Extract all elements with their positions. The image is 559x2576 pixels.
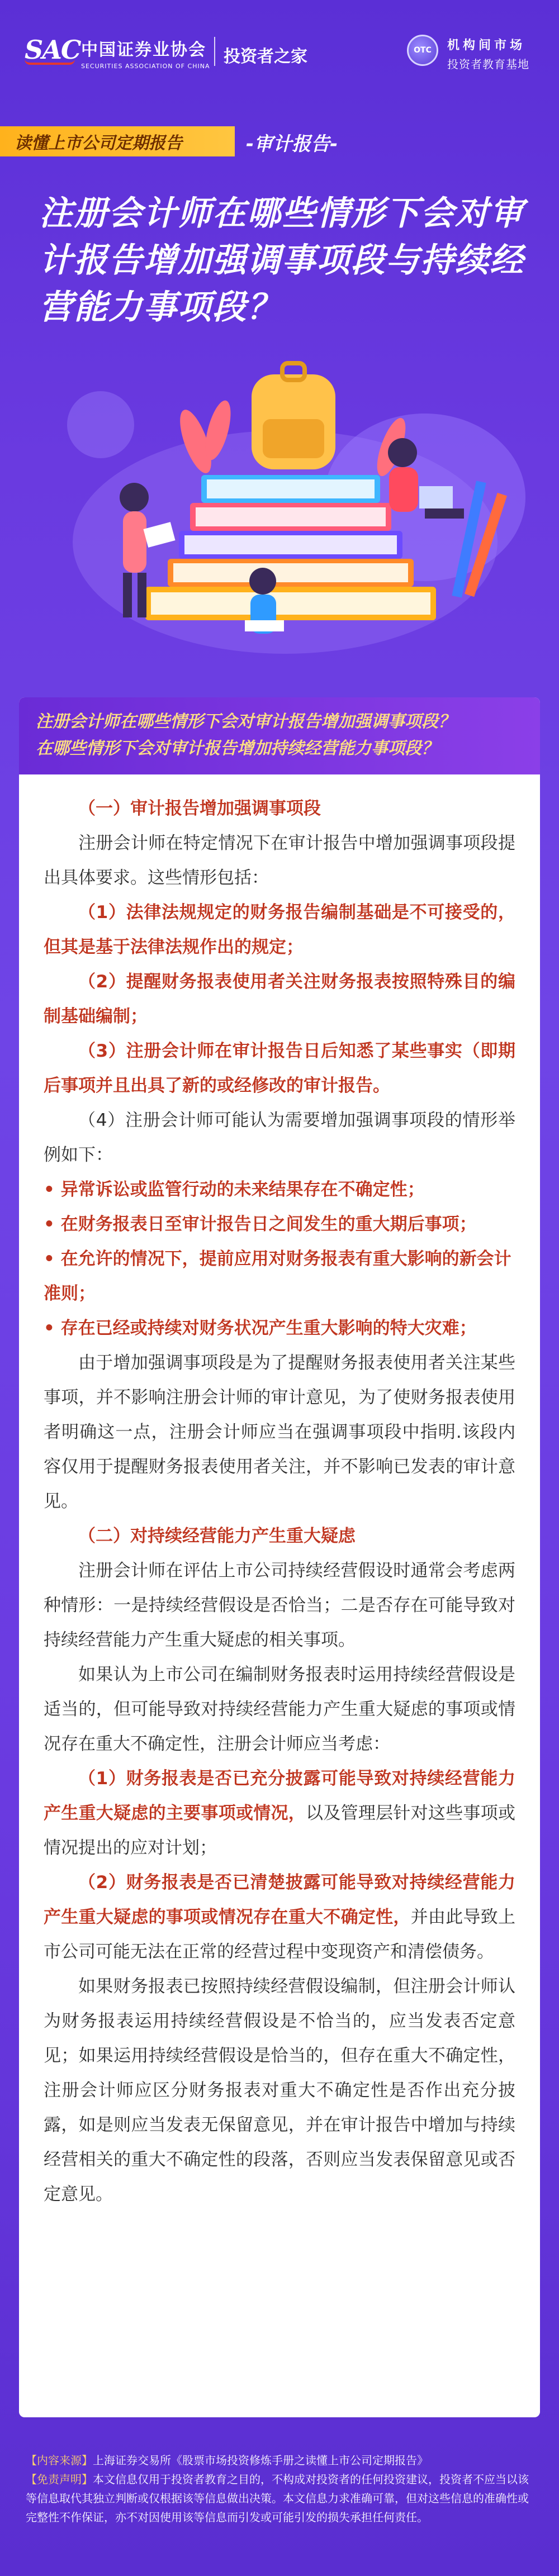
bullet-item: • 存在已经或持续对财务状况产生重大影响的特大灾难； — [44, 1318, 477, 1338]
series-subtitle: -审计报告- — [246, 133, 338, 155]
otc-name-line1: 机构间市场 — [447, 39, 526, 53]
source-tag: 【内容来源】 — [26, 2454, 93, 2467]
sac-logo-swoosh — [25, 59, 75, 65]
paragraph: 如果财务报表已按照持续经营假设编制，但注册会计师认为财务报表运用持续经营假设是不恰当的，应当发表否定意见；如果运用持续经营假设是恰当的，但存在重大不确定性，注册会计师应区分财务报表对重大不确定性是否作出充分披露，如是则应当发表无保留意见，并在审计报告中增加与持续经营相关的重大不确定性的段落，否则应当发表保留意见或否定意见。 — [44, 1976, 515, 2204]
content-card — [19, 697, 540, 2417]
otc-name-line2: 投资者教育基地 — [447, 58, 529, 71]
illustration-blob — [67, 391, 134, 458]
card-header — [19, 697, 540, 774]
normal-text: 以及管理层针对这些事项或情况提出的应对计划； — [44, 1803, 516, 1858]
investor-home-label: 投资者之家 — [224, 47, 307, 66]
paragraph: 注册会计师在特定情况下在审计报告中增加强调事项段提出具体要求。这些情形包括： — [44, 833, 515, 888]
bullet-item: • 在财务报表日至审计报告日之间发生的重大期后事项； — [44, 1214, 477, 1234]
otc-name — [447, 36, 529, 72]
header-divider — [214, 37, 215, 66]
paragraph: （4）注册会计师可能认为需要增加强调事项段的情形举例如下： — [44, 1110, 515, 1165]
sac-name — [81, 36, 210, 70]
series-tag: 读懂上市公司定期报告 — [0, 126, 235, 156]
paragraph: 由于增加强调事项段是为了提醒财务报表使用者关注某些事项，并不影响注册会计师的审计意见，为了使财务报表使用者明确这一点，注册会计师应当在强调事项段中指明.该段内容仅用于提醒财务报表使用者关注，并不影响已发表的审计意见。 — [44, 1353, 515, 1512]
page-header — [0, 0, 559, 101]
paragraph-highlight: （3）注册会计师在审计报告日后知悉了某些事实（即期后事项并且出具了新的或经修改的审计报告。 — [44, 1041, 515, 1096]
card-question-2: 在哪些情形下会对审计报告增加持续经营能力事项段？ — [36, 739, 438, 758]
highlight-text: （1）财务报表是否已充分披露可能导致对持续经营能力产生重大疑虑的主要事项或情况， — [44, 1769, 515, 1823]
disclaimer-note — [26, 2470, 533, 2527]
section-title-emphasis: （一）审计报告增加强调事项段 — [78, 799, 321, 819]
source-text: 上海证券交易所《股票市场投资修炼手册之读懂上市公司定期报告》 — [93, 2454, 428, 2467]
paragraph: 如果认为上市公司在编制财务报表时运用持续经营假设是适当的，但可能导致对持续经营能力产生重大疑虑的事项或情况存在重大不确定性，注册会计师应当考虑： — [44, 1665, 515, 1754]
page-title: 注册会计师在哪些情形下会对审计报告增加强调事项段与持续经营能力事项段？ — [39, 194, 524, 327]
paragraph-mixed — [44, 1865, 515, 1969]
normal-text: 并由此导致上市公司可能无法在正常的经营过程中变现资产和清偿债务。 — [44, 1907, 516, 1962]
sac-logo — [25, 35, 80, 66]
highlight-text: （2）财务报表是否已清楚披露可能导致对持续经营能力产生重大疑虑的事项或情况存在重大不确定性， — [44, 1872, 515, 1927]
paragraph-highlight: （1）法律法规规定的财务报告编制基础是不可接受的，但其是基于法律法规作出的规定； — [44, 902, 515, 957]
sac-name-en: SECURITIES ASSOCIATION OF CHINA — [81, 63, 210, 70]
bullet-item: • 异常诉讼或监管行动的未来结果存在不确定性； — [44, 1180, 425, 1200]
paragraph: 注册会计师在评估上市公司持续经营假设时通常会考虑两种情形：一是持续经营假设是否恰当；二是否存在可能导致对持续经营能力产生重大疑虑的相关事项。 — [44, 1561, 515, 1650]
reading-illustration — [34, 358, 537, 671]
paragraph-mixed — [44, 1761, 515, 1865]
section-title-going-concern: （二）对持续经营能力产生重大疑虑 — [78, 1526, 356, 1546]
bullet-item: • 在允许的情况下，提前应用对财务报表有重大影响的新会计准则； — [44, 1249, 511, 1304]
page-footer — [0, 2442, 559, 2576]
paragraph-highlight: （2）提醒财务报表使用者关注财务报表按照特殊目的编制基础编制； — [44, 972, 515, 1026]
otc-logo: OTC — [407, 35, 438, 66]
sac-logo-text: SAC — [25, 35, 80, 65]
card-body — [19, 774, 540, 2212]
source-note — [26, 2451, 533, 2470]
sac-name-cn: 中国证券业协会 — [81, 40, 206, 60]
disclaimer-text: 本文信息仅用于投资者教育之目的，不构成对投资者的任何投资建议，投资者不应当以该等信息取代其独立判断或仅根据该等信息做出决策。本文信息力求准确可靠，但对这些信息的准确性或完整性不作保证，亦不对因使用该等信息而引发或可能引发的损失承担任何责任。 — [26, 2473, 529, 2524]
disclaimer-tag: 【免责声明】 — [26, 2473, 93, 2486]
card-question-1: 注册会计师在哪些情形下会对审计报告增加强调事项段？ — [36, 712, 455, 731]
backpack-icon — [252, 363, 335, 469]
